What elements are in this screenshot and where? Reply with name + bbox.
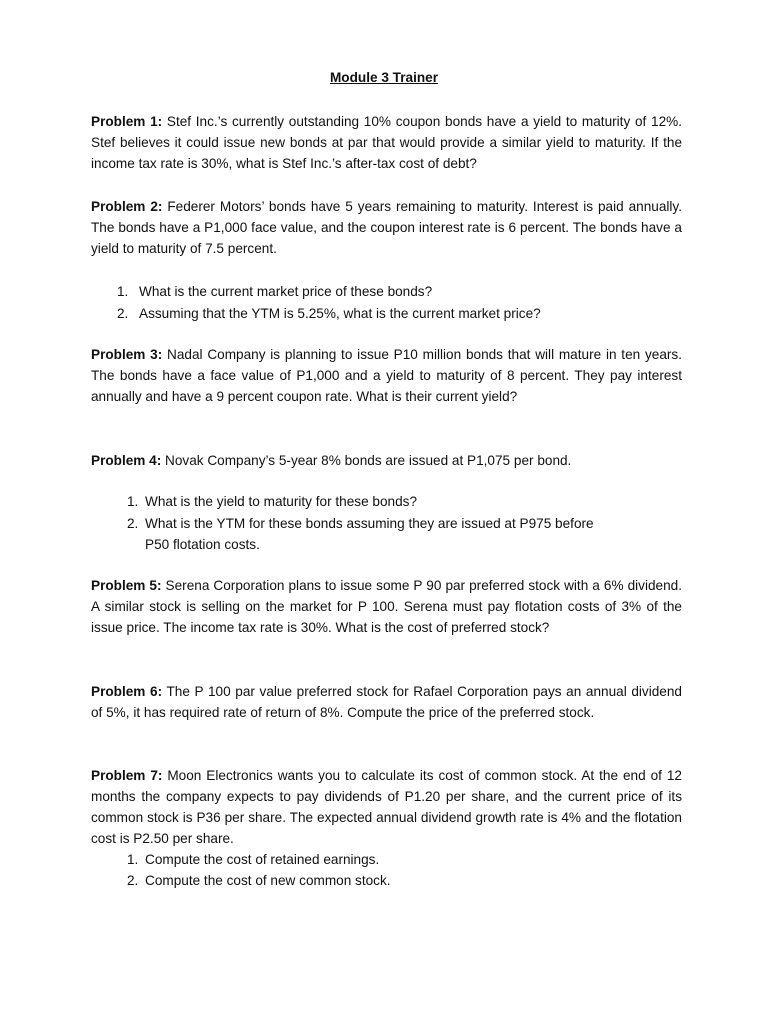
problem-label: Problem 5:	[91, 578, 162, 593]
problem-7	[91, 765, 682, 849]
problem-7-questions	[127, 849, 391, 891]
list-item: 1. What is the yield to maturity for these bonds?	[127, 494, 418, 509]
problem-2-questions	[117, 281, 541, 324]
problem-6	[91, 681, 682, 723]
problem-text: Moon Electronics wants you to calculate its cost of common stock. At the end of 12 months the company expects to pay dividends of P1.20 per share, and the current price of its common stock is P36 per share. The expected annual dividend growth rate is 4% and the flotation cost is P2.50 per share.	[91, 768, 682, 846]
list-item: 2. Compute the cost of new common stock.	[127, 873, 391, 888]
problem-5	[91, 575, 682, 638]
problem-text: Novak Company’s 5-year 8% bonds are issued at P1,075 per bond.	[161, 453, 572, 468]
problem-3	[91, 344, 682, 407]
problem-label: Problem 4:	[91, 453, 162, 468]
problem-4-questions	[127, 491, 594, 556]
problem-text: Serena Corporation plans to issue some P 90 par preferred stock with a 6% dividend. A similar stock is selling on the market for P 100. Serena must pay flotation costs of 3% of the issue price. The income tax rate is 30%. What is the cost of preferred stock?	[91, 578, 682, 635]
problem-text: Federer Motors’ bonds have 5 years remaining to maturity. Interest is paid annually. The bonds have a P1,000 face value, and the coupon interest rate is 6 percent. The bonds have a yield to maturity of 7.5 percent.	[91, 199, 682, 256]
problem-label: Problem 6:	[91, 684, 163, 699]
list-item: 1. What is the current market price of these bonds?	[117, 284, 433, 299]
list-item: 1. Compute the cost of retained earnings.	[127, 852, 380, 867]
list-item: 2. What is the YTM for these bonds assuming they are issued at P975 before P50 flotation costs.	[127, 515, 594, 552]
problem-label: Problem 7:	[91, 768, 163, 783]
problem-4	[91, 450, 682, 471]
problem-label: Problem 2:	[91, 199, 163, 214]
problem-label: Problem 1:	[91, 114, 163, 129]
problem-1	[91, 111, 682, 174]
problem-2	[91, 196, 682, 259]
problem-text: Stef Inc.’s currently outstanding 10% coupon bonds have a yield to maturity of 12%. Stef believes it could issue new bonds at par that would provide a similar yield to maturity. If the income tax rate is 30%, what is Stef Inc.’s after-tax cost of debt?	[91, 114, 682, 171]
problem-label: Problem 3:	[91, 347, 163, 362]
problem-text: The P 100 par value preferred stock for Rafael Corporation pays an annual dividend of 5%, it has required rate of return of 8%. Compute the price of the preferred stock.	[91, 684, 682, 720]
problem-text: Nadal Company is planning to issue P10 million bonds that will mature in ten years. The bonds have a face value of P1,000 and a yield to maturity of 8 percent. They pay interest annually and have a 9 percent coupon rate. What is their current yield?	[91, 347, 682, 404]
list-item: 2. Assuming that the YTM is 5.25%, what is the current market price?	[117, 305, 541, 321]
page-title: Module 3 Trainer	[329, 70, 439, 85]
